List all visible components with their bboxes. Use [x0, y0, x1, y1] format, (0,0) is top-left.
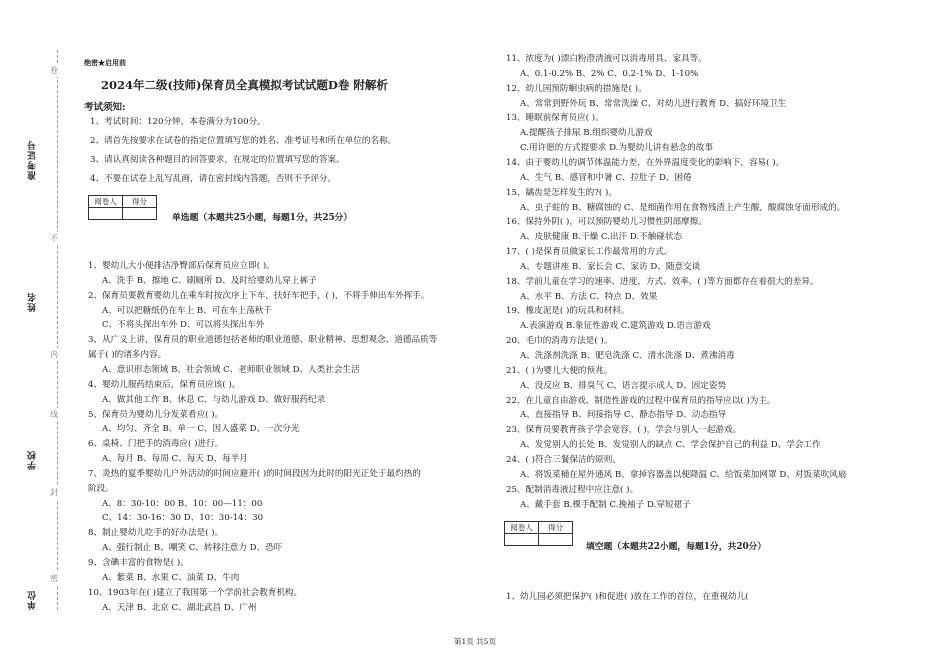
question-options: C、14：30-16：30 D、10：30-14：30	[102, 513, 264, 524]
seal-line	[57, 50, 58, 610]
question-options: A、天津 B、北京 C、湖北武昌 D、广州	[102, 602, 257, 613]
question-stem: 6、桌椅、门把手的消毒应( )进行。	[88, 439, 224, 450]
margin-label-school: 学校	[28, 450, 38, 470]
question-options: A、做其他工作 B、休息 C、与幼儿游戏 D、做好服药纪录	[102, 394, 326, 405]
notice-item: 3、请认真阅读各种题目的回答要求，在规定的位置填写您的答案。	[90, 155, 345, 165]
question-options: A、意识形态领域 B、社会领域 C、老师职业领域 D、人类社会生活	[102, 364, 360, 375]
question-options: C、不将头探出车外 D、可以将头探出车外	[102, 320, 265, 331]
score-box-score-label: 得分	[539, 522, 573, 534]
question-stem: 19、橡皮泥是( )的玩具和材料。	[506, 306, 630, 317]
question-options: A.表演游戏 B.象征性游戏 C.建筑游戏 D.语言游戏	[520, 321, 711, 332]
question-options: A、虫子蛀的 B、糖腐蚀的 C、是细菌作用在食物残渣上产生酸，酸腐蚀牙面形成的。	[520, 202, 846, 213]
question-stem: 11、浓度为( )漂白粉澄清液可以消毒用具、家具等。	[506, 54, 707, 64]
question-stem: 1、婴幼儿大小便排洁净臀部后保育员应立即( )。	[88, 261, 275, 271]
question-stem: 24、( )符合三餐保洁的原则。	[506, 454, 621, 465]
question-stem: 14、由于婴幼儿的调节体温能力差，在外界温度变化的影响下，容易( )。	[506, 157, 785, 168]
question-stem: 9、含碘丰富的食物是( )。	[88, 558, 189, 568]
margin-deco: 内	[50, 350, 58, 359]
question-stem: 22、在儿童自由游戏、制造性游戏的过程中保育员的指导应以( )为主。	[506, 395, 776, 406]
score-box-reviewer-cell	[89, 208, 123, 220]
question-stem: 20、毛巾的消毒方法是( )。	[506, 336, 613, 347]
question-options: A、没反应 B、排臭气 C、语言提示成人 D、固定姿势	[520, 380, 727, 391]
question-options: A、均匀、齐全 B、单一 C、因人盛菜 D、一次分光	[102, 424, 300, 435]
question-stem: 13、睡眠前保育员应( )。	[506, 113, 604, 124]
question-options: A、强行制止 B、嘲笑 C、转移注意力 D、恐吓	[102, 543, 283, 554]
notice-heading: 考试须知:	[84, 102, 126, 113]
question-stem: 10、1903年在( )建立了我国第一个学前社会教育机构。	[88, 587, 303, 598]
question-options: A、每月 B、每周 C、每天 D、每半月	[102, 454, 248, 465]
question-stem: 7、炎热的夏季婴幼儿户外活动的时间应避开( )的时间段因为此时的阳光正处于最灼热的	[88, 468, 421, 479]
question-options: A、皮肤健康 B.干燥 C.出汗 D.不触碰状态	[520, 232, 683, 243]
question-options: A、发觉别人的长处 B、发觉别人的缺点 C、学会保护自己的利益 D、学会工作	[520, 440, 821, 451]
margin-deco: 不	[50, 234, 58, 243]
question-options: A、生气 B、感冒和中暑 C、拉肚子 D、困倦	[520, 172, 692, 183]
question-options: A、紫菜 B、水果 C、油菜 D、牛肉	[102, 572, 240, 583]
score-box	[88, 195, 157, 220]
margin-deco: 密	[50, 574, 58, 583]
secret-mark: 绝密★启用前	[84, 58, 126, 67]
score-box-score-cell	[123, 208, 157, 220]
question-stem: 23、保育员要教育孩子学会宽容，( )，学会与别人一起游戏。	[506, 425, 742, 436]
question-options: A、直接指导 B、间接指导 C、静态指导 D、动态指导	[520, 410, 727, 421]
question-stem: 5、保育员为婴幼儿分发菜肴应( )。	[88, 409, 224, 420]
question-options: A、8：30-10：00 B、10：00—11：00	[102, 498, 263, 509]
page-footer: 第1页 共5页	[454, 637, 496, 646]
question-stem: 属于( )的诸多内容。	[88, 350, 167, 361]
margin-deco: 封	[50, 488, 58, 497]
question-options: A、戴手套 B.棵手配制 C.挽袖子 D.穿短裙子	[520, 499, 691, 510]
question-options: A、专题讲座 B、家长会 C、家访 D、随意交谈	[520, 261, 701, 272]
question-stem: 21、( )为婴儿大便的预兆。	[506, 365, 613, 376]
page-title: 2024年二级(技师)保育员全真模拟考试试题D卷 附解析	[101, 78, 388, 92]
question-options: A、0.1-0.2% B、2% C、0.2-1% D、1-10%	[520, 68, 699, 79]
margin-deco: 线	[50, 410, 58, 419]
binding-margin	[0, 0, 75, 671]
score-box-reviewer-label: 阅卷人	[505, 522, 539, 534]
question-options: A、可以把糖纸仍在车上 B、可在车上荡秋千	[102, 305, 272, 316]
notice-item: 2、请首先按要求在试卷的指定位置填写您的姓名、准考证号和所在单位的名称。	[90, 136, 397, 146]
score-box-reviewer-label: 阅卷人	[89, 196, 123, 208]
margin-label-name: 姓名	[28, 292, 38, 312]
question-stem: 2、保育员要教育婴幼儿在乘车时按次序上下车，扶好车把手，( )，不将手伸出车外挥手。	[88, 290, 430, 301]
score-box-score-cell	[539, 534, 573, 546]
margin-label-exam-id: 准考证号	[28, 140, 38, 180]
question-options: A、常常到野外玩 B、常常洗澡 C、对幼儿进行教育 D、搞好环境卫生	[520, 98, 787, 109]
notice-item: 4、不要在试卷上乱写乱画，请在密封线内答题，否则不予评分。	[90, 174, 337, 184]
question-stem: 8、制止婴幼儿吃手的好办法是( )。	[88, 528, 224, 539]
fill-blank-item: 1、幼儿园必须把保护( )和促进( )放在工作的首位，在重视幼儿(	[506, 592, 749, 602]
question-options: A、水平 B、方法 C、特点 D、效果	[520, 291, 658, 302]
margin-deco: 卷	[50, 66, 58, 75]
question-stem: 3、从广义上讲，保育员的职业道德包括老师的职业道德、职业精神、思想观念、道德品质等	[88, 335, 438, 346]
question-options: A、将饭菜桶在屋外通风 B、拿掉容器盖以便降温 C、给饭菜加网罩 D、对饭菜吹风扇	[520, 469, 847, 480]
section-title-single-choice: 单选题（本题共25小题，每题1分，共25分）	[172, 213, 353, 223]
question-stem: 18、学前儿童在学习的速率、进度、方式、效率、( )等方面都存在着很大的差异。	[506, 276, 819, 287]
question-stem: 12、幼儿园预防蛔虫病的措施是( )。	[506, 83, 647, 94]
question-stem: 16、保持外阴( )，可以预防婴幼儿习惯性阴部摩擦。	[506, 217, 707, 228]
score-box-score-label: 得分	[123, 196, 157, 208]
margin-label-unit: 单位	[28, 590, 38, 610]
score-box-reviewer-cell	[505, 534, 539, 546]
score-box	[504, 521, 573, 546]
question-stem: 阶段。	[88, 483, 114, 494]
question-options: A、洗手 B、擦地 C、刷厕所 D、及时给婴幼儿穿上裤子	[102, 275, 317, 286]
question-stem: 25、配制消毒液过程中应注意( )。	[506, 484, 639, 495]
question-options: A.提醒孩子排尿 B.组织婴幼儿游戏	[520, 128, 653, 139]
notice-item: 1、考试时间：120分钟，本卷满分为100分。	[90, 117, 266, 127]
question-stem: 15、龋齿是怎样发生的?( )。	[506, 187, 617, 198]
question-options: C.用许愿的方式提要求 D.为婴幼儿讲有悬念的故事	[520, 143, 713, 154]
section-title-fill-blank: 填空题（本题共22小题，每题1分，共20分）	[586, 542, 767, 552]
question-stem: 17、( )是保育员做家长工作最常用的方式。	[506, 247, 673, 258]
question-stem: 4、婴幼儿服药结束后，保育员应该( )。	[88, 379, 241, 390]
question-options: A、洗涤剂洗涤 B、肥皂洗涤 C、清水洗涤 D、煮沸消毒	[520, 351, 735, 361]
